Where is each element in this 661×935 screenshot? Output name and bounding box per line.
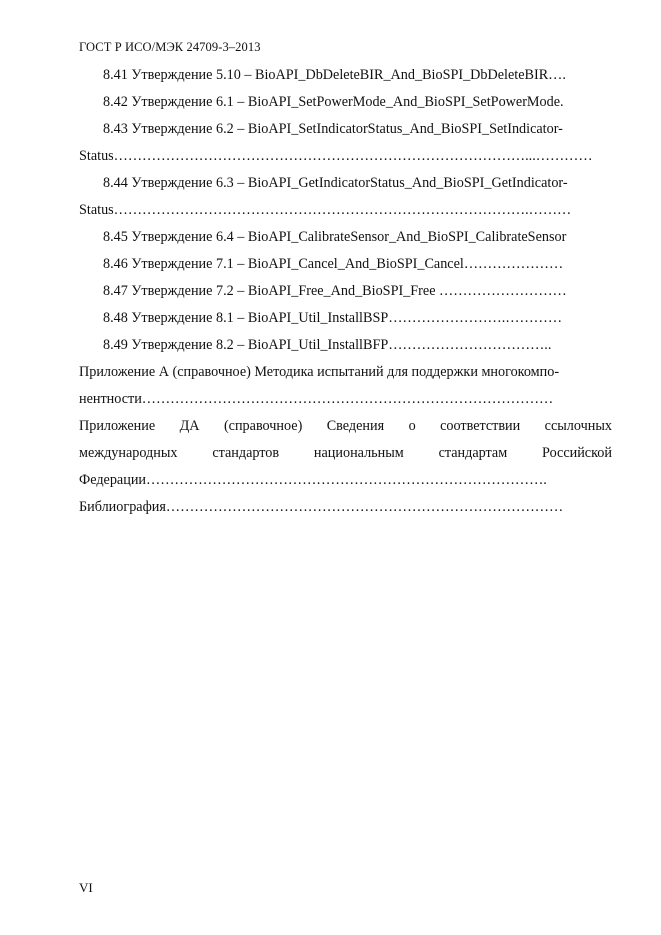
toc-entry-8-48[interactable]: 8.48 Утверждение 8.1 – BioAPI_Util_InstallBSP…………………….………… bbox=[103, 310, 563, 326]
toc-word: национальным bbox=[313, 445, 404, 461]
document-header: ГОСТ Р ИСО/МЭК 24709-3–2013 bbox=[79, 40, 261, 54]
toc-entry-appendix-da[interactable] bbox=[79, 413, 612, 440]
toc-entry-8-42[interactable]: 8.42 Утверждение 6.1 – BioAPI_SetPowerMode_And_BioSPI_SetPowerMode. bbox=[103, 94, 564, 110]
toc-entry-8-45[interactable]: 8.45 Утверждение 6.4 – BioAPI_CalibrateSensor_And_BioSPI_CalibrateSensor bbox=[103, 229, 567, 245]
toc-entry-8-44[interactable]: 8.44 Утверждение 6.3 – BioAPI_GetIndicatorStatus_And_BioSPI_GetIndicator- bbox=[103, 175, 568, 191]
table-of-contents bbox=[79, 62, 612, 521]
toc-word: Сведения bbox=[326, 418, 385, 434]
toc-word: Российской bbox=[542, 445, 612, 461]
toc-entry-appendix-da-continuation[interactable] bbox=[79, 440, 612, 467]
toc-word: о bbox=[408, 418, 416, 434]
page-number: VI bbox=[79, 880, 93, 895]
toc-word: стандартам bbox=[438, 445, 508, 461]
toc-word: ссылочных bbox=[544, 418, 612, 434]
toc-word: ДА bbox=[179, 418, 200, 434]
toc-entry-appendix-a-continuation[interactable]: нентности…………………………………………………………………………… bbox=[79, 391, 554, 407]
toc-entry-appendix-da-end[interactable]: Федерации…………………………………………………………………………. bbox=[79, 472, 547, 488]
toc-word: Приложение bbox=[79, 418, 156, 434]
toc-word: стандартов bbox=[212, 445, 280, 461]
toc-word: международных bbox=[79, 445, 178, 461]
toc-entry-appendix-a[interactable]: Приложение А (справочное) Методика испытаний для поддержки многокомпо- bbox=[79, 364, 560, 380]
toc-word: соответствии bbox=[440, 418, 521, 434]
toc-entry-8-46[interactable]: 8.46 Утверждение 7.1 – BioAPI_Cancel_And_BioSPI_Cancel………………… bbox=[103, 256, 564, 272]
toc-word: (справочное) bbox=[223, 418, 303, 434]
toc-entry-8-43-continuation[interactable]: Status……………………………………………………………………………...………… bbox=[79, 148, 593, 164]
toc-entry-8-44-continuation[interactable]: Status…………………………………………………………………………….……… bbox=[79, 202, 572, 218]
toc-entry-8-43[interactable]: 8.43 Утверждение 6.2 – BioAPI_SetIndicatorStatus_And_BioSPI_SetIndicator- bbox=[103, 121, 563, 137]
toc-entry-bibliography[interactable]: Библиография………………………………………………………………………… bbox=[79, 499, 564, 515]
toc-entry-8-49[interactable]: 8.49 Утверждение 8.2 – BioAPI_Util_InstallBFP…………………………….. bbox=[103, 337, 552, 353]
toc-entry-8-41[interactable]: 8.41 Утверждение 5.10 – BioAPI_DbDeleteBIR_And_BioSPI_DbDeleteBIR…. bbox=[103, 67, 566, 83]
toc-entry-8-47[interactable]: 8.47 Утверждение 7.2 – BioAPI_Free_And_BioSPI_Free ……………………… bbox=[103, 283, 567, 299]
